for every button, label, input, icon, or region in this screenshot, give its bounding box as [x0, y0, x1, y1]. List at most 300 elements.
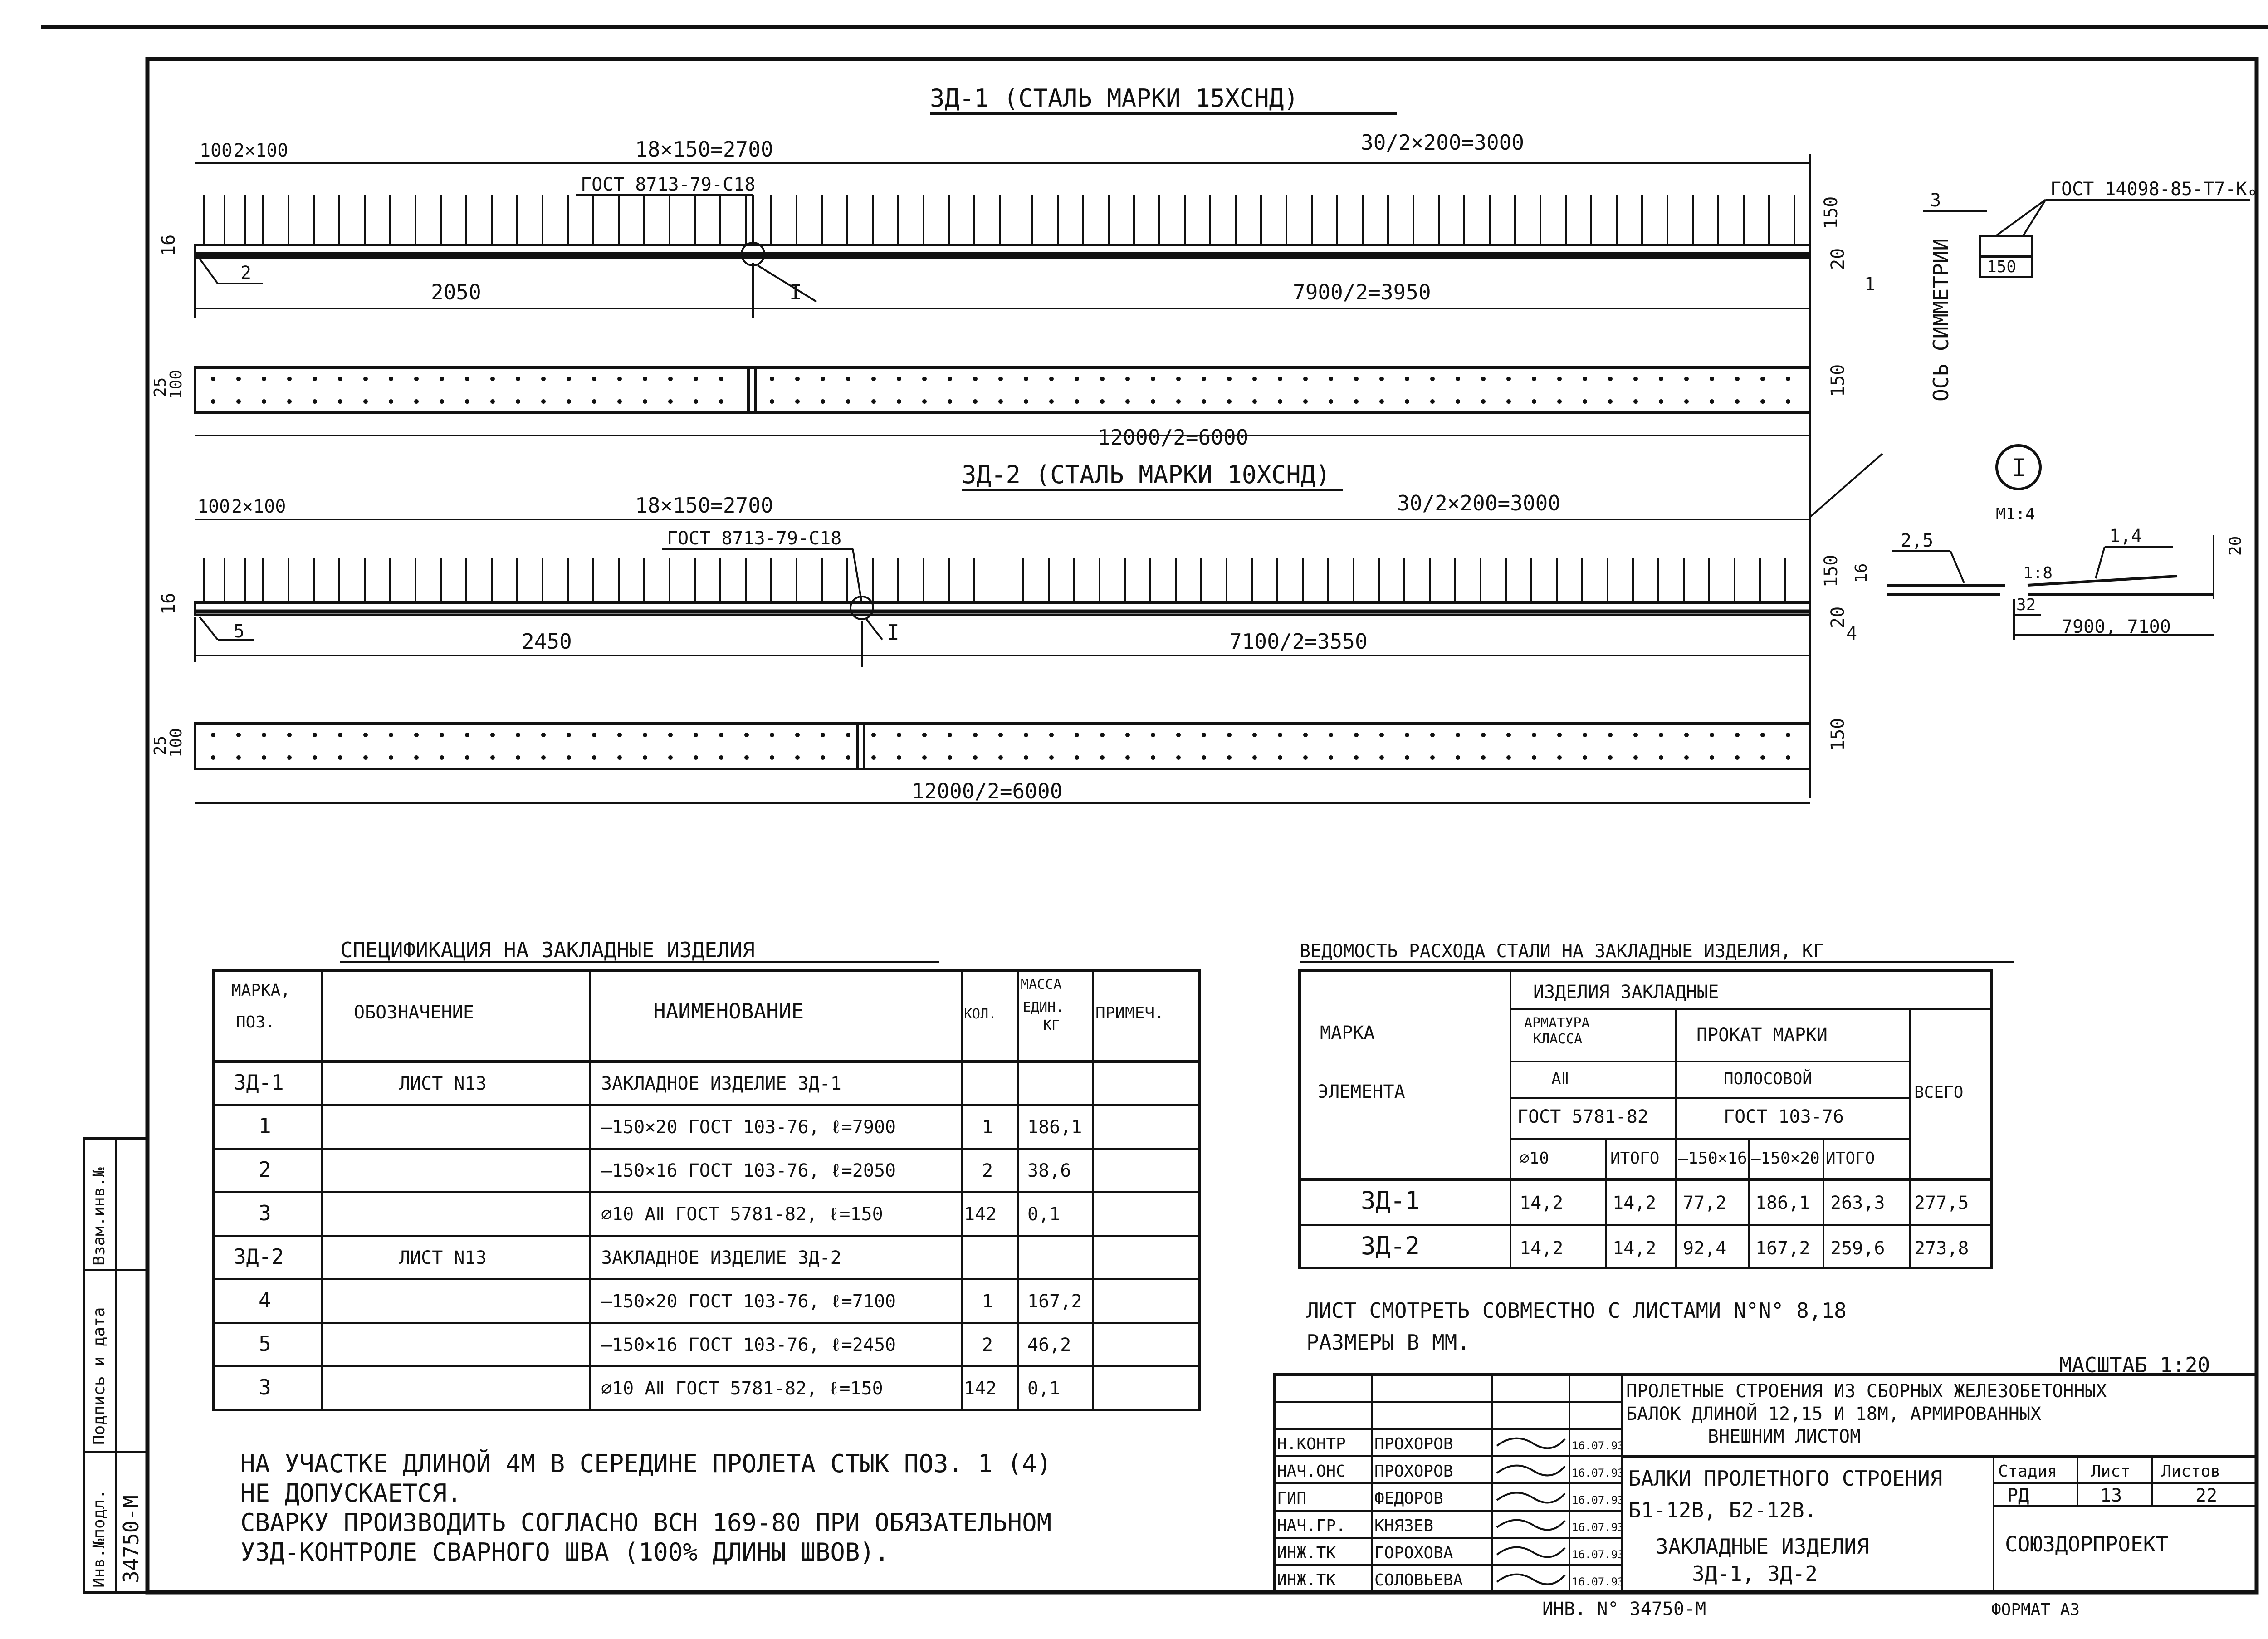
- spec-cell-mark: ЗД-2: [234, 1244, 284, 1269]
- stud-dot: [1456, 377, 1460, 381]
- stud-dot: [287, 377, 292, 381]
- inventory-number: ИНВ. N° 34750-М: [1542, 1599, 1706, 1619]
- spec-table: [213, 938, 1200, 1410]
- stud-dot: [1354, 377, 1359, 381]
- spec-cell-mark: 3: [259, 1375, 271, 1399]
- note-bottom-4: УЗД-КОНТРОЛЕ СВАРНОГО ШВА (100% ДЛИНЫ ШВОВ).: [240, 1538, 890, 1566]
- tb-name: ГОРОХОВА: [1374, 1544, 1453, 1562]
- zd1-elevation: [158, 84, 1875, 526]
- spec-cell-qty: 142: [964, 1204, 997, 1225]
- stud-dot: [1100, 399, 1105, 404]
- stud-dot: [1760, 377, 1765, 381]
- stud-dot: [1583, 399, 1587, 404]
- steel-cell: 273,8: [1914, 1238, 1969, 1259]
- stud-dot: [440, 399, 444, 404]
- signature-scribble: [1497, 1493, 1565, 1503]
- stud-dot: [338, 377, 342, 381]
- stud-dot: [262, 377, 266, 381]
- stud-dot: [1786, 755, 1790, 760]
- stud-dot: [1151, 733, 1155, 737]
- detail-dim-len: 7900, 7100: [2062, 616, 2171, 637]
- steel-title: ВЕДОМОСТЬ РАСХОДА СТАЛИ НА ЗАКЛАДНЫЕ ИЗДЕЛИЯ, КГ: [1300, 941, 1824, 962]
- stud-dot: [313, 733, 317, 737]
- stud-dot: [1075, 755, 1079, 760]
- spec-cell-mass: 38,6: [1027, 1160, 1071, 1181]
- stud-dot: [973, 399, 978, 404]
- stud-dot: [1735, 733, 1740, 737]
- tb-date: 16.07.93: [1572, 1467, 1624, 1479]
- stud-dot: [313, 399, 317, 404]
- zd1-dim-spacing-a: 18×150=2700: [635, 137, 773, 161]
- zd1-plan-dim-total: 12000/2=6000: [1098, 425, 1249, 450]
- stud-dot: [846, 733, 850, 737]
- stud-dot: [998, 755, 1003, 760]
- spec-title: СПЕЦИФИКАЦИЯ НА ЗАКЛАДНЫЕ ИЗДЕЛИЯ: [340, 938, 755, 962]
- stud-dot: [465, 755, 469, 760]
- stud-dot: [1557, 377, 1562, 381]
- zd1-studs: [204, 195, 1794, 245]
- zd2-dim-100: 100: [197, 496, 230, 517]
- stud-dot: [1405, 377, 1409, 381]
- stud-dot: [1379, 377, 1384, 381]
- stud-dot: [871, 399, 876, 404]
- zd2-plan: [151, 718, 1848, 803]
- spec-cell-qty: 1: [982, 1291, 993, 1312]
- stud-dot: [1659, 399, 1663, 404]
- zd2-dim-2x100: 2×100: [231, 496, 286, 517]
- stud-dot: [1405, 733, 1409, 737]
- detail-dim-32: 32: [2016, 596, 2036, 614]
- note-bottom-3: СВАРКУ ПРОИЗВОДИТЬ СОГЛАСНО ВСН 169-80 ПРИ ОБЯЗАТЕЛЬНОМ: [240, 1508, 1052, 1537]
- stamp-replace-label: Взам.инв.№: [90, 1167, 108, 1266]
- spec-cell-name: –150×16 ГОСТ 103-76, ℓ=2450: [601, 1335, 896, 1355]
- steel-cell: ЗД-1: [1361, 1186, 1420, 1215]
- stud-dot: [795, 377, 800, 381]
- stud-dot: [287, 755, 292, 760]
- stud-dot: [922, 733, 927, 737]
- stud-dot: [1481, 733, 1486, 737]
- stud-dot: [1278, 399, 1282, 404]
- stud-dot: [1456, 755, 1460, 760]
- stud-dot: [1024, 377, 1028, 381]
- stud-dot: [1659, 733, 1663, 737]
- svg-text:150: 150: [1828, 364, 1848, 397]
- stud-dot: [1329, 755, 1333, 760]
- stud-dot: [948, 755, 952, 760]
- stud-dot: [1506, 399, 1511, 404]
- stud-dot: [1760, 399, 1765, 404]
- stud-dot: [1710, 733, 1714, 737]
- spec-cell-name: ЗАКЛАДНОЕ ИЗДЕЛИЕ ЗД-1: [601, 1073, 841, 1094]
- stud-dot: [617, 399, 622, 404]
- stud-dot: [313, 755, 317, 760]
- zd2-plan-dim-total: 12000/2=6000: [912, 779, 1063, 803]
- spec-h-mark: МАРКА,: [231, 981, 291, 1000]
- zd2-dim-spacing-a: 18×150=2700: [635, 493, 773, 518]
- steel-h-class: АⅡ: [1551, 1070, 1569, 1088]
- stud-dot: [719, 755, 723, 760]
- zd1-dim-16: 16: [158, 234, 179, 256]
- steel-cell: 277,5: [1914, 1193, 1969, 1213]
- stud-dot: [1456, 399, 1460, 404]
- signature-scribble: [1497, 1466, 1565, 1476]
- spec-cell-mark: 2: [259, 1157, 271, 1182]
- steel-h-rolled: ПРОКАТ МАРКИ: [1696, 1025, 1828, 1046]
- stud-dot: [1557, 399, 1562, 404]
- zd1-dim-150: 150: [1821, 196, 1842, 229]
- stud-dot: [490, 399, 495, 404]
- stud-dot: [1684, 755, 1689, 760]
- stud-dot: [1024, 399, 1028, 404]
- stud-dot: [440, 377, 444, 381]
- stud-dot: [516, 377, 520, 381]
- stud-dot: [1532, 733, 1536, 737]
- stud-dot: [389, 377, 393, 381]
- stud-dot: [567, 733, 571, 737]
- tb-role: ГИП: [1277, 1489, 1307, 1508]
- zd1-title: ЗД-1 (СТАЛЬ МАРКИ 15ХСНД): [930, 84, 1299, 113]
- sheets-total: 22: [2195, 1485, 2218, 1506]
- zd1-dim-2x100: 2×100: [234, 140, 288, 161]
- tb-role: ИНЖ.ТК: [1277, 1571, 1336, 1590]
- stud-dot: [1049, 733, 1054, 737]
- steel-h-sub: ИТОГО: [1610, 1149, 1660, 1168]
- stud-dot: [1405, 755, 1409, 760]
- stud-dot: [1202, 733, 1206, 737]
- stud-dot: [744, 733, 749, 737]
- weld-dim-150: 150: [1987, 258, 2017, 276]
- stud-dot: [1684, 399, 1689, 404]
- stud-dot: [414, 399, 419, 404]
- spec-cell-name: –150×20 ГОСТ 103-76, ℓ=7900: [601, 1117, 896, 1138]
- stud-dot: [541, 733, 546, 737]
- steel-cell: 14,2: [1613, 1238, 1657, 1259]
- stud-dot: [643, 755, 647, 760]
- stud-dot: [973, 755, 978, 760]
- stud-dot: [1710, 377, 1714, 381]
- zd2-pos-5: 5: [234, 621, 245, 642]
- stud-dot: [1329, 399, 1333, 404]
- steel-cell: 14,2: [1520, 1238, 1564, 1259]
- stud-dot: [821, 377, 825, 381]
- spec-h-mass-2: ЕДИН.: [1023, 999, 1064, 1015]
- steel-cell: 259,6: [1830, 1238, 1885, 1259]
- zd1-pos-1: 1: [1864, 274, 1876, 295]
- stud-dot: [922, 755, 927, 760]
- note-right-1: ЛИСТ СМОТРЕТЬ СОВМЕСТНО С ЛИСТАМИ N°N° 8,18: [1306, 1298, 1847, 1323]
- spec-cell-mass: 186,1: [1027, 1117, 1082, 1138]
- stud-dot: [1506, 733, 1511, 737]
- stud-dot: [1532, 755, 1536, 760]
- stud-dot: [1176, 733, 1181, 737]
- detail-dim-20: 20: [2226, 536, 2245, 556]
- tb-name: ПРОХОРОВ: [1374, 1462, 1453, 1481]
- sheet-scale: МАСШТАБ 1:20: [2059, 1353, 2210, 1377]
- stud-dot: [363, 733, 368, 737]
- stud-dot: [1278, 733, 1282, 737]
- stud-dot: [516, 733, 520, 737]
- stud-dot: [1684, 733, 1689, 737]
- stud-dot: [1633, 399, 1638, 404]
- stud-dot: [1125, 399, 1130, 404]
- spec-cell-mass: 46,2: [1027, 1335, 1071, 1355]
- signature-scribble: [1497, 1520, 1565, 1530]
- steel-h-rebar-2: КЛАССА: [1533, 1031, 1583, 1047]
- zd1-dim-100: 100: [200, 140, 233, 161]
- stud-dot: [1405, 399, 1409, 404]
- stud-dot: [414, 377, 419, 381]
- stud-dot: [1633, 755, 1638, 760]
- stud-dot: [490, 377, 495, 381]
- zd2-dim-left: 2450: [522, 629, 572, 654]
- stud-dot: [1379, 755, 1384, 760]
- zd1-dim-20: 20: [1828, 248, 1848, 270]
- signature-scribble: [1497, 1438, 1565, 1448]
- stud-dot: [338, 755, 342, 760]
- detail-dim-1-8: 1:8: [2023, 564, 2053, 582]
- stud-dot: [795, 399, 800, 404]
- stud-dot: [897, 733, 901, 737]
- stud-dot: [440, 733, 444, 737]
- spec-cell-designation: ЛИСТ N13: [399, 1073, 487, 1094]
- spec-cell-mark: ЗД-1: [234, 1070, 284, 1095]
- stud-dot: [1532, 377, 1536, 381]
- note-bottom-2: НЕ ДОПУСКАЕТСЯ.: [240, 1479, 462, 1507]
- stud-dot: [1125, 377, 1130, 381]
- steel-grid: [1300, 971, 1991, 1268]
- stud-dot: [1303, 377, 1308, 381]
- stud-dot: [1252, 377, 1257, 381]
- tb-name: ФЕДОРОВ: [1374, 1489, 1443, 1508]
- stud-dot: [1557, 755, 1562, 760]
- stud-dot: [897, 755, 901, 760]
- zd2-detail-mark: I: [887, 620, 899, 645]
- stud-dot: [694, 755, 698, 760]
- spec-cell-mass: 167,2: [1027, 1291, 1082, 1312]
- stud-dot: [211, 399, 215, 404]
- stud-dot: [1227, 377, 1232, 381]
- stud-dot: [719, 733, 723, 737]
- spec-cell-mass: 0,1: [1027, 1204, 1061, 1225]
- tb-role: НАЧ.ОНС: [1277, 1462, 1346, 1481]
- stud-dot: [821, 733, 825, 737]
- stud-dot: [694, 377, 698, 381]
- stud-dot: [363, 377, 368, 381]
- stud-dot: [1303, 755, 1308, 760]
- spec-cell-qty: 142: [964, 1378, 997, 1399]
- stud-dot: [1430, 733, 1435, 737]
- stud-dot: [1227, 399, 1232, 404]
- zd2-gost-callout: ГОСТ 8713-79-С18: [667, 528, 842, 549]
- stud-dot: [1735, 377, 1740, 381]
- stud-dot: [795, 755, 800, 760]
- stud-dot: [567, 377, 571, 381]
- steel-h-rebar-1: АРМАТУРА: [1524, 1015, 1590, 1031]
- stud-dot: [668, 399, 673, 404]
- detail-dim-2-5: 2,5: [1901, 530, 1934, 551]
- side-stamp: [84, 1139, 147, 1592]
- weld-gost: ГОСТ 14098-85-Т7-Кₒ: [2050, 179, 2258, 200]
- stud-dot: [643, 733, 647, 737]
- stud-dot: [1024, 755, 1028, 760]
- stud-dot: [998, 377, 1003, 381]
- stud-dot: [1608, 733, 1613, 737]
- project-line-3: ВНЕШНИМ ЛИСТОМ: [1708, 1426, 1861, 1447]
- stud-dot: [871, 377, 876, 381]
- steel-table: [1300, 941, 2014, 1268]
- tb-date: 16.07.93: [1572, 1548, 1624, 1561]
- stud-dot: [1329, 377, 1333, 381]
- steel-cell: 92,4: [1683, 1238, 1727, 1259]
- stud-dot: [1100, 733, 1105, 737]
- stud-dot: [1125, 755, 1130, 760]
- zd1-pos-2: 2: [240, 263, 252, 284]
- spec-cell-qty: 2: [982, 1160, 993, 1181]
- stud-dot: [1049, 377, 1054, 381]
- steel-h-mark-1: МАРКА: [1320, 1023, 1375, 1043]
- axis-of-symmetry: ОСЬ СИММЕТРИИ: [1929, 238, 1953, 401]
- stud-dot: [541, 399, 546, 404]
- signature-scribble: [1497, 1575, 1565, 1585]
- spec-h-designation: ОБОЗНАЧЕНИЕ: [354, 1002, 474, 1023]
- zd1-detail-mark: I: [789, 280, 802, 304]
- tb-role: НАЧ.ГР.: [1277, 1517, 1346, 1535]
- stud-dot: [973, 733, 978, 737]
- stud-dot: [1125, 733, 1130, 737]
- stud-dot: [948, 377, 952, 381]
- stud-dot: [567, 399, 571, 404]
- stud-dot: [1151, 377, 1155, 381]
- stud-dot: [1303, 733, 1308, 737]
- stud-dot: [1786, 399, 1790, 404]
- stud-dot: [1379, 399, 1384, 404]
- stud-dot: [1532, 399, 1536, 404]
- stud-dot: [617, 377, 622, 381]
- stud-dot: [1202, 377, 1206, 381]
- detail-i-scale: М1:4: [1996, 505, 2035, 524]
- zd2-dim-20: 20: [1828, 606, 1848, 628]
- stud-dot: [1786, 733, 1790, 737]
- stud-dot: [490, 733, 495, 737]
- stud-dot: [236, 399, 241, 404]
- stud-dot: [1481, 399, 1486, 404]
- tb-date: 16.07.93: [1572, 1575, 1624, 1588]
- stud-dot: [516, 755, 520, 760]
- stud-dot: [1252, 399, 1257, 404]
- stud-dot: [1430, 399, 1435, 404]
- stud-dot: [1786, 377, 1790, 381]
- tb-date: 16.07.93: [1572, 1494, 1624, 1507]
- stud-dot: [1075, 733, 1079, 737]
- stud-dot: [1354, 755, 1359, 760]
- sheet-name-1: БАЛКИ ПРОЛЕТНОГО СТРОЕНИЯ: [1628, 1466, 1943, 1491]
- stud-dot: [1710, 755, 1714, 760]
- stud-dot: [236, 755, 241, 760]
- zd2-dim-spacing-b: 30/2×200=3000: [1397, 491, 1561, 515]
- zd2-title: ЗД-2 (СТАЛЬ МАРКИ 10ХСНД): [962, 460, 1330, 489]
- sheet-label: Лист: [2091, 1462, 2131, 1481]
- stud-dot: [1075, 399, 1079, 404]
- stud-dot: [211, 377, 215, 381]
- stud-dot: [236, 733, 241, 737]
- stud-dot: [1227, 755, 1232, 760]
- sheet-name-3: ЗАКЛАДНЫЕ ИЗДЕЛИЯ: [1656, 1534, 1869, 1559]
- stud-dot: [1049, 755, 1054, 760]
- stud-dot: [1252, 755, 1257, 760]
- weld-detail: [1923, 179, 2258, 277]
- stud-dot: [1557, 733, 1562, 737]
- zd1-plan-dim-100: 100: [167, 369, 186, 399]
- zd2-dim-right: 7100/2=3550: [1229, 629, 1368, 654]
- detail-i-circle: I: [2012, 454, 2027, 482]
- zd2-dim-16: 16: [158, 592, 179, 615]
- stage-value: РД: [2007, 1485, 2029, 1506]
- sheet-name-4: ЗД-1, ЗД-2: [1692, 1561, 1818, 1586]
- zd2-pos-4: 4: [1846, 623, 1857, 644]
- spec-cell-name: –150×20 ГОСТ 103-76, ℓ=7100: [601, 1291, 896, 1312]
- stud-dot: [363, 755, 368, 760]
- stud-dot: [668, 733, 673, 737]
- title-block-people: [1275, 1402, 1624, 1590]
- stud-dot: [1329, 733, 1333, 737]
- steel-cell: 263,3: [1830, 1193, 1885, 1213]
- stud-dot: [465, 733, 469, 737]
- tb-role: Н.КОНТР: [1277, 1435, 1346, 1453]
- stud-dot: [1735, 399, 1740, 404]
- signature-scribble: [1497, 1547, 1565, 1557]
- stud-dot: [897, 399, 901, 404]
- sheet-no: 13: [2100, 1485, 2122, 1506]
- title-block: [1275, 1375, 2257, 1592]
- detail-i: [1852, 445, 2245, 640]
- steel-h-mark-2: ЭЛЕМЕНТА: [1318, 1081, 1405, 1102]
- stud-dot: [1710, 399, 1714, 404]
- stud-dot: [1608, 399, 1613, 404]
- tb-role: ИНЖ.ТК: [1277, 1544, 1336, 1562]
- org-name: СОЮЗДОРПРОЕКТ: [2005, 1532, 2169, 1556]
- stud-dot: [592, 399, 596, 404]
- stud-dot: [770, 399, 774, 404]
- zd1-plan-dim-25: 25: [151, 377, 170, 397]
- zd2-elevation: [158, 460, 1857, 798]
- stud-dot: [1506, 755, 1511, 760]
- stud-dot: [897, 377, 901, 381]
- stud-dot: [719, 377, 723, 381]
- tb-name: СОЛОВЬЕВА: [1374, 1571, 1463, 1590]
- stud-dot: [465, 399, 469, 404]
- stud-dot: [1583, 755, 1587, 760]
- stud-dot: [821, 755, 825, 760]
- detail-dim-16: 16: [1852, 563, 1871, 583]
- stud-dot: [567, 755, 571, 760]
- spec-cell-qty: 2: [982, 1335, 993, 1355]
- stud-dot: [287, 733, 292, 737]
- spec-h-pos: ПОЗ.: [236, 1013, 275, 1032]
- detail-dim-1-4: 1,4: [2109, 526, 2142, 547]
- stud-dot: [1151, 755, 1155, 760]
- spec-cell-name: –150×16 ГОСТ 103-76, ℓ=2050: [601, 1160, 896, 1181]
- stud-dot: [948, 399, 952, 404]
- stud-dot: [1024, 733, 1028, 737]
- stud-dot: [770, 755, 774, 760]
- steel-cell: 186,1: [1755, 1193, 1810, 1213]
- steel-h-products: ИЗДЕЛИЯ ЗАКЛАДНЫЕ: [1533, 982, 1719, 1003]
- stud-dot: [1151, 399, 1155, 404]
- stud-dot: [1202, 399, 1206, 404]
- stud-dot: [973, 377, 978, 381]
- stud-dot: [1354, 733, 1359, 737]
- stud-dot: [871, 755, 876, 760]
